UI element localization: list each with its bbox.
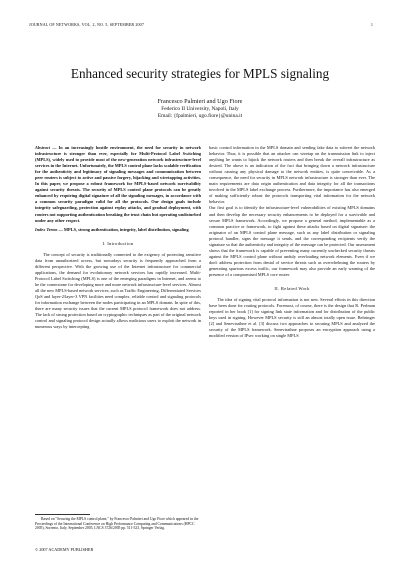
- intro-paragraph: The concept of security is traditionally connected to the exigency of protecting sensitive data from unauthorized access, but nowadays security is frequently approached from a different perspective. With the growing use of the Internet infrastructure for commercial applications, the demand for evolutionary network services has rapidly increased. Multi-Protocol Label Switching (MPLS) is one of the emerging paradigms in Internet, and seems to be the cornerstone for developing more and more network infrastructure-level services. Almost all the new MPLS-based network services, such as Traffic Engineering, Differentiated Services QoS and layer-2/layer-3 VPN facilities need complex, reliable control and signaling protocols for information exchange between the nodes participating in an MPLS domain. In spite of this, there are many security issues that the current MPLS protocol framework does not address. The lack of strong protection based on cryptographic techniques as part of the original network control and signaling protocol design actually allows malicious users to exploit the network in numerous ways by intercepting: [35, 251, 201, 330]
- author-block: [20, 98, 380, 121]
- index-terms-text: — MPLS, strong authentication, integrity, label distribution, signaling: [57, 226, 189, 232]
- author-email: Email: {fpalmieri, ugo.fiore}@unina.it: [157, 113, 243, 119]
- paper-title: Enhanced security strategies for MPLS signaling: [70, 66, 330, 81]
- author-affiliation: Federico II University, Napoli, Italy: [161, 105, 239, 112]
- index-terms: [35, 227, 201, 233]
- abstract-lead: Abstract: [35, 145, 50, 150]
- related-work-paragraph: The idea of signing vital protocol information is not new. Several efforts in this direction have been done for routing protocols. Foremost, of course, there is the design that R. Perlman reported in her book [1] for signing link state information and for distribution of the public keys used in signing. However MPLS security is still an almost totally open issue. Behringer [2] and Senevirathne et al. [3] discuss two approaches to securing MPLS and analyzed the security of the MPLS framework. Senevirathne proposes an encryption approach using a modified version of IPsec working on single MPLS: [209, 297, 375, 339]
- abstract-text: — In an increasingly hostile environment, the need for security in network infrastructure is stronger than ever, especially for Multi-Protocol Label Switching (MPLS), widely used to provide most of the new-generation network infrastructure-level services in the Internet. Unfortunately, the MPLS control plane lacks scalable verification for the authenticity and legitimacy of signaling messages and communication between peer routers is subject to active and passive forgery, hijacking and wiretapping activities. In this paper, we propose a robust framework for MPLS-based network survivability against security threats. The security of MPLS control plane protocols can be greatly enhanced by requiring digital signature of all the signaling messages, in accordance with a common security paradigm valid for all the protocols. Our design goals include integrity safeguarding, protection against replay attacks, and gradual deployment, with routers not supporting authentication breaking the trust chain but operating undisturbed under any other respect.: [35, 145, 201, 223]
- footnote: Based on "Securing the MPLS control plane," by Francesco Palmieri and Ugo Fiore which appeared in the Proceedings of the International Conference on High Performance Computing and Communications (HPCC 2005), Sorrento, Italy, September 2005, LNCS 3726/2005 pp. 511-523, Springer Verlag.: [35, 517, 199, 531]
- index-terms-lead: Index Terms: [35, 226, 58, 232]
- journal-info: JOURNAL OF NETWORKS, VOL. 2, NO. 5, SEPTEMBER 2007: [29, 22, 144, 27]
- section-heading-introduction: I. Introduction: [102, 240, 134, 246]
- left-column: [35, 145, 201, 330]
- footnote-rule: [35, 514, 90, 515]
- running-head: [29, 22, 373, 30]
- intro-paragraph-goals: Our first goal is to identify the infrastructure-level vulnerabilities of existing MPLS domains and then develop the necessary security enhancements to be deployed for a survivable and secure MPLS framework. Accordingly, we propose a general method, implementable as a common practice or framework, to fight against these attacks based on digital signature: the originator of an MPLS control plane message, such as any label distribution or signaling protocol handler, signs the message it sends, and the corresponding recipients verify the signature so that the authenticity and integrity of the message can be protected. Our assessment shows that the framework is capable of preventing many currently unchecked security threats against the MPLS control plane without unduly overloading network elements. Even if we don't address protection from denial of service threats such as overwhelming the routers by generating spurious excess traffic, our framework may also provide an early warning of the presence of a compromised MPLS core router.: [209, 205, 375, 277]
- right-column: [209, 145, 375, 339]
- intro-paragraph-continued: basic control information in the MPLS domain and sending fake data to subvert the network behavior. Thus, it is possible that an attacker can wiretap on the transmission link to inject anything he wants to hijack the network routers and then break the overall infrastructure as desired. The above is an indication of the fact that bringing down a network infrastructure without causing any physical damage to the network entities, is quite conceivable. As a consequence, the need for security in MPLS network infrastructure is stronger than ever. The main requirements are data origin authentication and data integrity for all the transactions involved in the MPLS label exchange process. Furthermore, the importance has also emerged of making sufficiently robust the protocols transporting vital information for the network behavior.: [209, 145, 375, 205]
- abstract: [35, 145, 201, 224]
- page-number: 1: [370, 22, 373, 27]
- section-heading-related-work: II. Related Work: [274, 286, 310, 292]
- author-names: Francesco Palmieri and Ugo Fiore: [157, 98, 243, 105]
- publisher-footer: © 2007 ACADEMY PUBLISHER: [35, 547, 94, 552]
